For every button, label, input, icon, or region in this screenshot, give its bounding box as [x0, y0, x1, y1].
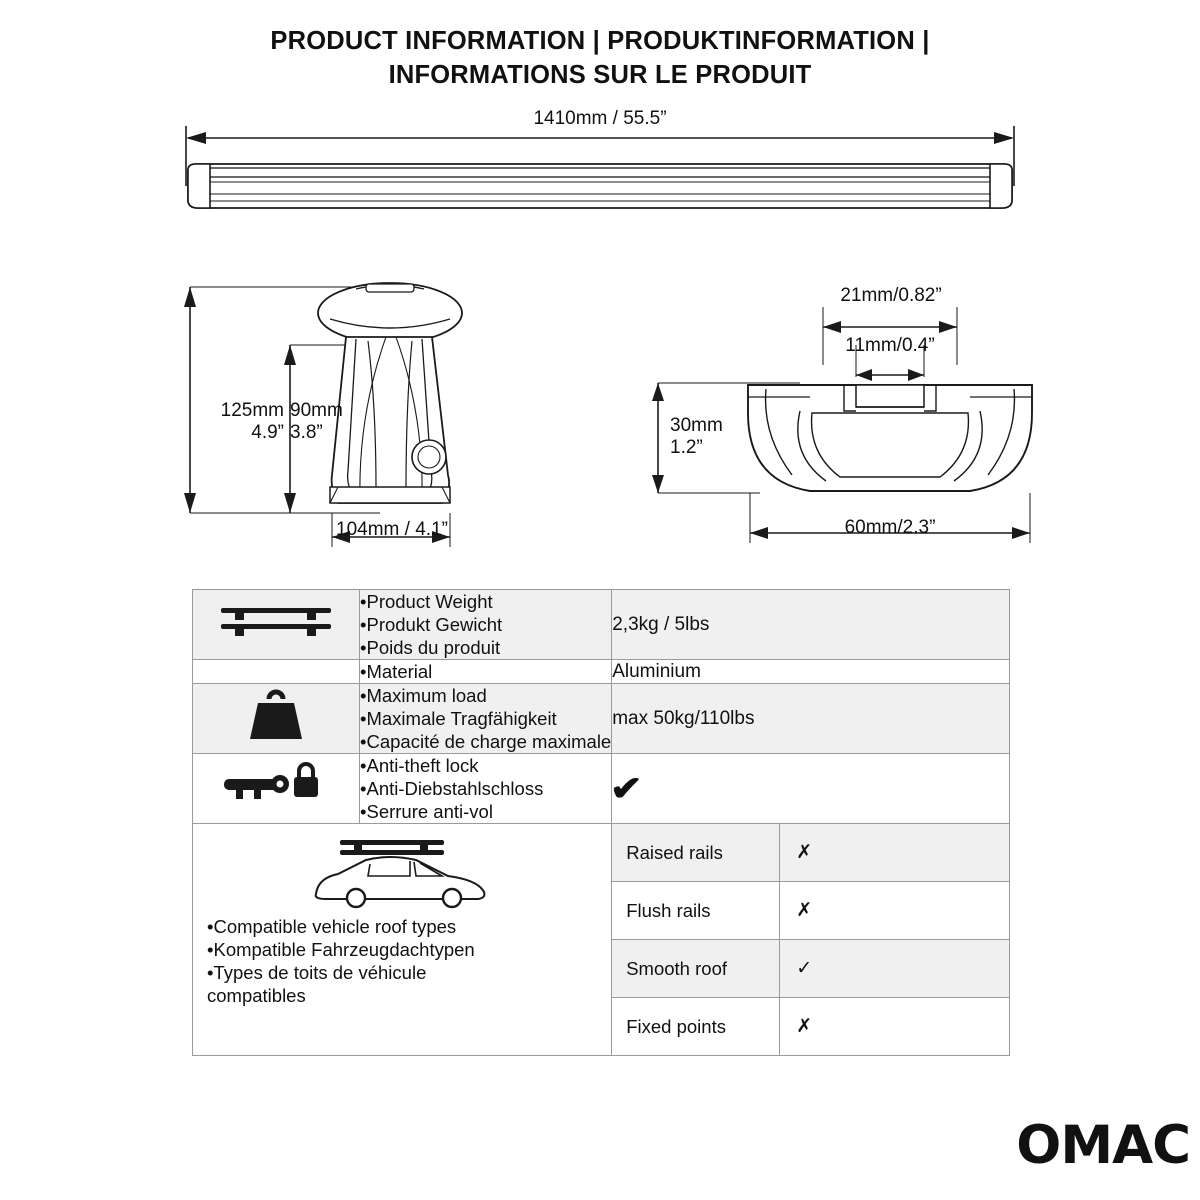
weight-label-en: •Product Weight: [360, 591, 493, 612]
bar-length-label: 1410mm / 55.5”: [533, 108, 667, 129]
compat-label-de: •Kompatible Fahrzeugdachtypen: [207, 939, 475, 960]
brand-logo: OMAC: [1016, 1115, 1190, 1176]
anti-theft-value: [612, 754, 1010, 824]
table-row: [193, 754, 1010, 824]
max-load-label-en: •Maximum load: [360, 685, 487, 706]
weight-value: 2,3kg / 5lbs: [612, 590, 1010, 660]
title-line-1: PRODUCT INFORMATION | PRODUKTINFORMATION |: [270, 27, 930, 55]
roof-type-subtable-host: [612, 824, 1010, 1056]
roof-type-name: Fixed points: [612, 998, 780, 1056]
compat-label-fr: •Types de toits de véhicule: [207, 962, 427, 983]
table-row: [193, 684, 1010, 754]
roof-rack-icon-svg: [211, 594, 341, 650]
material-value: Aluminium: [612, 660, 1010, 684]
compat-label-en: •Compatible vehicle roof types: [207, 916, 457, 937]
page-title: [0, 24, 1200, 92]
anti-theft-label-de: •Anti-Diebstahlschloss: [360, 778, 544, 799]
anti-theft-label-fr: •Serrure anti-vol: [360, 801, 493, 822]
roof-type-mark: ✗: [780, 824, 1009, 882]
table-row: [193, 660, 1010, 684]
compatibility-label-cell: [193, 824, 612, 1056]
roof-rack-icon: [193, 590, 360, 660]
profile-slot-width-label: 11mm/0.4”: [845, 335, 935, 356]
check-icon: ✔: [610, 769, 643, 808]
car-with-rack-icon-svg: [292, 834, 512, 910]
compat-label-fr-cont: compatibles: [207, 985, 306, 1006]
weight-icon-svg: [236, 685, 316, 747]
roof-type-table: [612, 824, 1009, 1055]
crossbar-length-drawing: [180, 108, 1020, 248]
car-with-rack-icon: [193, 824, 611, 915]
profile-top-width-label: 21mm/0.82”: [840, 285, 942, 306]
table-row: [193, 590, 1010, 660]
roof-type-name: Raised rails: [612, 824, 780, 882]
weight-label-fr: •Poids du produit: [360, 637, 501, 658]
specification-table: [192, 589, 1010, 1056]
max-load-label-cell: [360, 684, 612, 754]
foot-front-view-drawing: [180, 275, 600, 565]
roof-type-mark: ✓: [780, 940, 1009, 998]
foot-inner-height-label: 90mm 3.8”: [290, 400, 343, 443]
roof-type-mark: ✗: [780, 998, 1009, 1056]
weight-icon: [193, 684, 360, 754]
material-label: •Material: [360, 661, 433, 682]
compatibility-labels: [193, 915, 611, 1021]
table-row: [193, 824, 1010, 1056]
max-load-label-fr: •Capacité de charge maximale: [360, 731, 612, 752]
roof-type-name: Smooth roof: [612, 940, 780, 998]
material-label-cell: [360, 660, 612, 684]
profile-height-label: 30mm 1.2”: [670, 415, 723, 458]
lock-key-icon: [193, 754, 360, 824]
roof-type-row: [612, 824, 1009, 882]
anti-theft-label-cell: [360, 754, 612, 824]
profile-base-width-label: 60mm/2.3”: [844, 517, 936, 538]
weight-label-de: •Produkt Gewicht: [360, 614, 503, 635]
max-load-value: max 50kg/110lbs: [612, 684, 1010, 754]
foot-total-height-label: 125mm 4.9”: [220, 400, 284, 443]
roof-type-mark: ✗: [780, 882, 1009, 940]
material-icon-placeholder: [193, 660, 360, 684]
roof-type-name: Flush rails: [612, 882, 780, 940]
roof-type-row: [612, 998, 1009, 1056]
bar-profile-drawing: [640, 285, 1040, 565]
anti-theft-label-en: •Anti-theft lock: [360, 755, 479, 776]
max-load-label-de: •Maximale Tragfähigkeit: [360, 708, 557, 729]
roof-type-row: [612, 940, 1009, 998]
roof-type-row: [612, 882, 1009, 940]
title-line-2: INFORMATIONS SUR LE PRODUIT: [388, 61, 812, 89]
lock-key-icon-svg: [216, 757, 336, 815]
weight-label-cell: [360, 590, 612, 660]
foot-width-label: 104mm / 4.1”: [336, 519, 448, 540]
